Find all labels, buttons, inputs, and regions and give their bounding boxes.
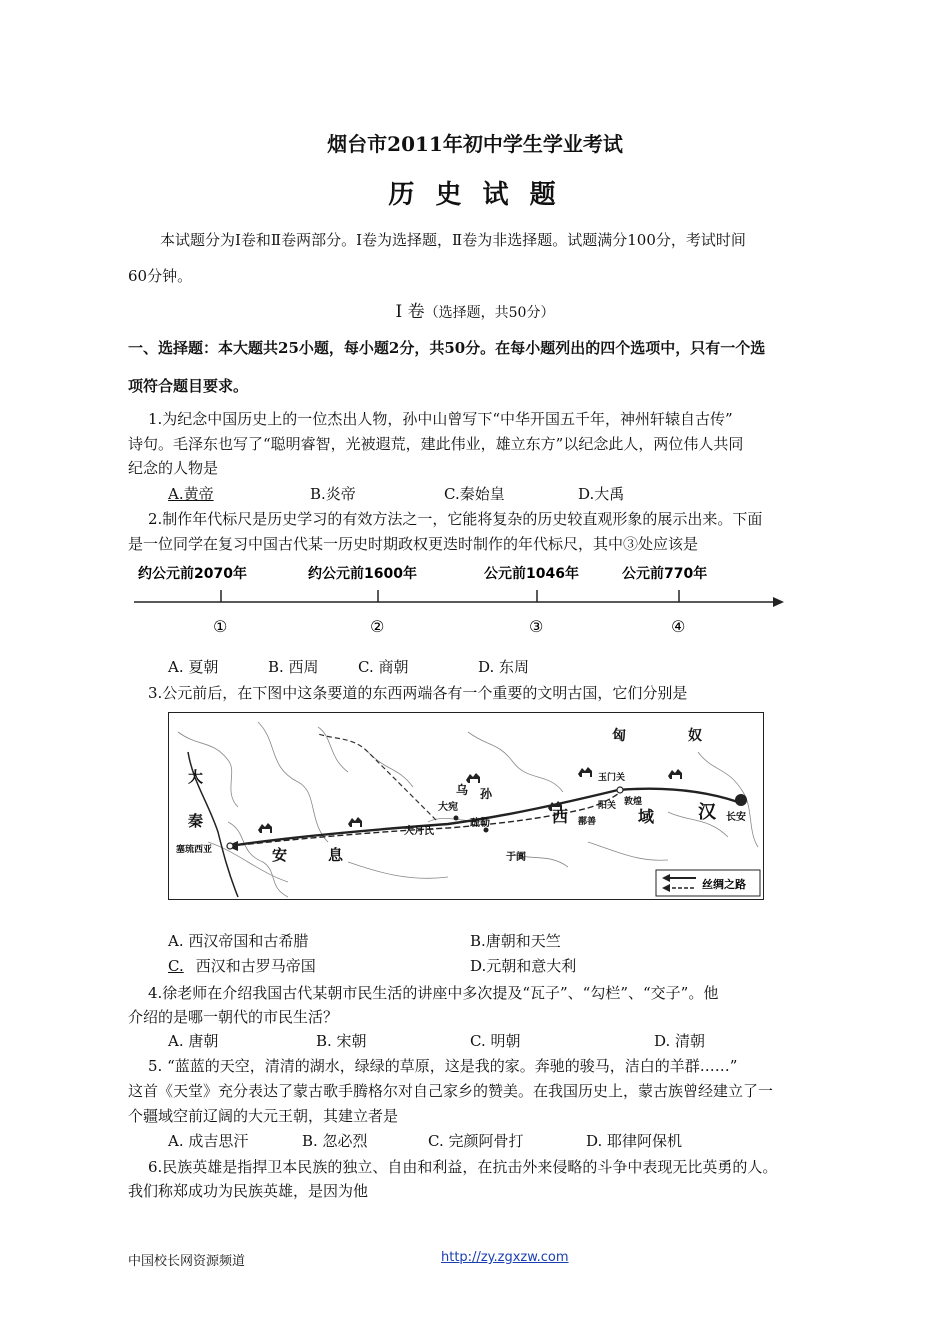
q3-option-c: C. 西汉和古罗马帝国 <box>168 957 316 975</box>
q1-line-1: 1.为纪念中国历史上的一位杰出人物，孙中山曾写下“中华开国五千年，神州轩辕自古传” <box>148 410 733 428</box>
map-label-dayuan: 大宛 <box>438 802 458 813</box>
timeline-arrow-icon <box>773 597 784 607</box>
q2-option-a: A. 夏朝 <box>168 658 219 676</box>
q4-option-c: C. 明朝 <box>470 1032 521 1050</box>
q3-option-d: D.元朝和意大利 <box>470 957 577 975</box>
q4-line-2: 介绍的是哪一朝代的市民生活？ <box>128 1008 339 1026</box>
q1-option-b: B.炎帝 <box>310 485 356 503</box>
q1-line-2: 诗句。毛泽东也写了“聪明睿智，光被遐荒，建此伟业，雄立东方”以纪念此人，两位伟人共同 <box>128 435 744 453</box>
q4-line-1: 4.徐老师在介绍我国古代某朝市民生活的讲座中多次提及“瓦子”、“勾栏”、“交子”。他 <box>148 984 719 1002</box>
map-label-wu: 乌 <box>456 783 469 797</box>
q4-option-b: B. 宋朝 <box>316 1032 367 1050</box>
instruction-line-1: 一、选择题：本大题共25小题，每小题2分，共50分。在每小题列出的四个选项中，只有一个选 <box>128 339 766 357</box>
section-heading <box>0 302 950 323</box>
city-seleucia-dot <box>227 843 233 849</box>
q5-line-2: 这首《天堂》充分表达了蒙古歌手腾格尔对自己家乡的赞美。在我国历史上，蒙古族曾经建立了一 <box>128 1082 774 1100</box>
map-label-xi2: 西 <box>552 807 569 826</box>
map-label-dayuezhi: 大月氏 <box>404 826 434 837</box>
map-label-seleucia: 塞琉西亚 <box>176 845 213 855</box>
q5-line-1: 5. “蓝蓝的天空，清清的湖水，绿绿的草原，这是我的家。奔驰的骏马，洁白的羊群……” <box>148 1057 738 1075</box>
map-label-yu: 域 <box>638 807 655 826</box>
q3-option-b: B.唐朝和天竺 <box>470 932 561 950</box>
timeline-mark-4: ④ <box>671 617 686 636</box>
city-changan-dot <box>735 794 747 806</box>
timeline-figure <box>128 556 788 646</box>
q3-line-1: 3.公元前后，在下图中这条要道的东西两端各有一个重要的文明古国，它们分别是 <box>148 684 688 702</box>
q5-option-c: C. 完颜阿骨打 <box>428 1132 524 1150</box>
city-dunhuang-dot <box>617 787 623 793</box>
map-label-xi: 息 <box>328 846 344 864</box>
q5-option-b: B. 忽必烈 <box>302 1132 368 1150</box>
q5-option-d: D. 耶律阿保机 <box>586 1132 683 1150</box>
q4-option-a: A. 唐朝 <box>168 1032 219 1050</box>
timeline-label-2: 约公元前1600年 <box>308 566 417 582</box>
q2-option-c: C. 商朝 <box>358 658 409 676</box>
map-label-an: 安 <box>272 846 288 864</box>
intro-line-2: 60分钟。 <box>128 267 193 285</box>
q3-option-a: A. 西汉帝国和古希腊 <box>168 932 309 950</box>
map-label-shanshan: 鄯善 <box>578 817 597 827</box>
map-label-changan: 长安 <box>726 812 746 823</box>
section-heading-note: （选择题，共50分） <box>424 305 555 321</box>
q5-option-a: A. 成吉思汗 <box>168 1132 249 1150</box>
map-label-da: 大 <box>188 768 204 786</box>
q1-option-d: D.大禹 <box>578 485 625 503</box>
map-label-yumenguan: 玉门关 <box>598 773 626 783</box>
instruction-line-2: 项符合题目要求。 <box>128 377 249 395</box>
q1-line-3: 纪念的人物是 <box>128 459 219 477</box>
city-dayuan-dot <box>454 816 459 821</box>
timeline-mark-3: ③ <box>529 617 544 636</box>
timeline-label-4: 公元前770年 <box>622 566 708 582</box>
intro-line-1: 本试题分为Ⅰ卷和Ⅱ卷两部分。Ⅰ卷为选择题，Ⅱ卷为非选择题。试题满分100分，考试时间 <box>160 231 746 249</box>
footer-source: 中国校长网资源频道 <box>128 1254 246 1269</box>
q1-option-c: C.秦始皇 <box>444 485 505 503</box>
timeline-mark-2: ② <box>370 617 385 636</box>
silk-road-map <box>168 712 764 900</box>
map-label-shule: 疏勒 <box>470 818 490 829</box>
exam-title: 烟台市2011年初中学生学业考试 <box>327 132 623 156</box>
footer-link[interactable]: http://zy.zgxzw.com <box>441 1250 569 1265</box>
map-label-qin: 秦 <box>188 812 204 830</box>
q6-line-1: 6.民族英雄是指捍卫本民族的独立、自由和利益，在抗击外来侵略的斗争中表现无比英勇的人。 <box>148 1158 778 1176</box>
map-label-dunhuang: 敦煌 <box>624 797 643 807</box>
timeline-label-1: 约公元前2070年 <box>138 566 247 582</box>
q6-line-2: 我们称郑成功为民族英雄，是因为他 <box>128 1182 369 1200</box>
timeline-label-3: 公元前1046年 <box>484 566 579 582</box>
map-label-yutian: 于阗 <box>506 852 526 863</box>
q5-line-3: 个疆域空前辽阔的大元王朝，其建立者是 <box>128 1107 399 1125</box>
exam-subject: 历 史 试 题 <box>388 180 562 210</box>
q1-option-a: A.黄帝 <box>168 485 214 503</box>
q4-option-d: D. 清朝 <box>654 1032 706 1050</box>
q2-line-1: 2.制作年代标尺是历史学习的有效方法之一，它能将复杂的历史较直观形象的展示出来。下面 <box>148 510 763 528</box>
map-label-han: 汉 <box>698 802 716 823</box>
map-label-sun: 孙 <box>480 787 493 801</box>
map-label-xiongnu-1: 匈 <box>612 728 626 744</box>
q2-option-d: D. 东周 <box>478 658 530 676</box>
map-label-xiongnu-2: 奴 <box>688 728 702 744</box>
section-heading-label: Ⅰ 卷 <box>395 302 425 322</box>
timeline-mark-1: ① <box>213 617 228 636</box>
q2-line-2: 是一位同学在复习中国古代某一历史时期政权更迭时制作的年代标尺，其中③处应该是 <box>128 535 699 553</box>
q2-option-b: B. 西周 <box>268 658 319 676</box>
map-label-yangguan: 阳关 <box>598 801 617 811</box>
map-legend-label: 丝绸之路 <box>702 878 746 891</box>
